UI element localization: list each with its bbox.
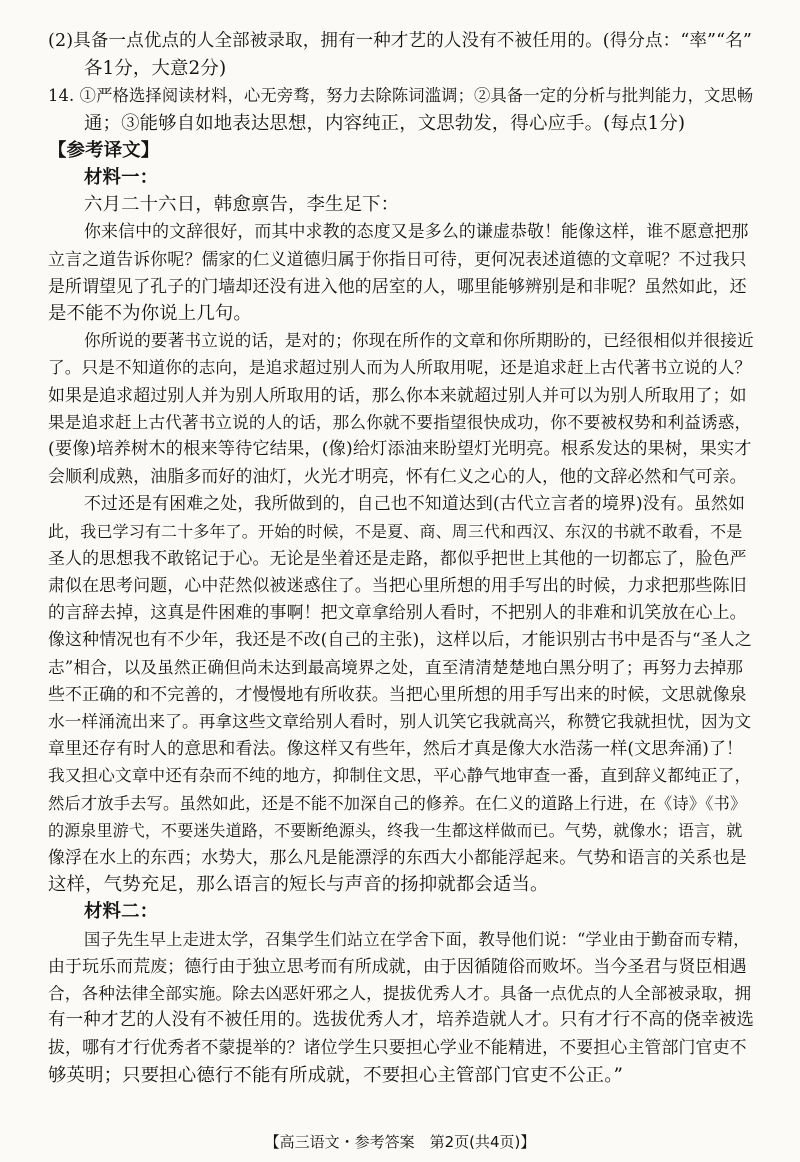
text-line: 是所谓望见了孔子的门墙却还没有进入他的居室的人，哪里能够辨别是和非呢？虽然如此，还 <box>48 275 747 296</box>
text-line: 像浮在水上的东西；水势大，那么凡是能漂浮的东西大小都能浮起来。气势和语言的关系也是 <box>48 847 747 867</box>
text-line: 立言之道告诉你呢？儒家的仁义道德归属于你指日可待，更何况表述道德的文章呢？不过我只 <box>48 248 747 269</box>
text-line: 各1分，大意2分) <box>84 58 227 80</box>
text-line: 水一样涌流出来了。再拿这些文章给别人看时，别人讥笑它我就高兴，称赞它我就担忧，因为文 <box>48 712 752 731</box>
text-line: 圣人的思想我不敢铭记于心。无论是坐着还是走路，都似乎把世上其他的一切都忘了，脸色严 <box>48 547 747 568</box>
text-line: 的言辞去掉，这真是件困难的事啊！把文章拿给别人看时，不把别人的非难和讥笑放在心上。 <box>48 602 747 623</box>
text-line: 会顺利成熟，油脂多而好的油灯，火光才明亮，怀有仁义之心的人，他的文辞必然和气可亲。 <box>48 466 747 487</box>
text-line: 拔，哪有才行优秀者不蒙提举的？诸位学生只要担心学业不能精进，不要担心主管部门官吏不 <box>48 1037 747 1058</box>
text-line: (2)具备一点优点的人全部被录取，拥有一种才艺的人没有不被任用的。(得分点：“率”“名” <box>48 31 752 51</box>
text-line: 像这种情况也有不少年，我还是不改(自己的主张)，这样以后，才能识别古书中是否与“圣人之 <box>48 629 752 650</box>
text-line: 此，我已学习有二十多年了。开始的时候，不是夏、商、周三代和西汉、东汉的书就不敢看，不是 <box>48 521 743 541</box>
text-line: 由于玩乐而荒废；德行由于独立思考而有所成就，由于因循随俗而败坏。当今圣君与贤臣相遇 <box>48 955 747 976</box>
text-line: (要像)培养树木的根来等待它结果，(像)给灯添油来盼望灯光明亮。根系发达的果树，果实才 <box>48 439 752 459</box>
text-line: 章里还存有时人的意思和看法。像这样又有些年，然后才真是像大水浩荡一样(文思奔涌)了！ <box>48 738 744 759</box>
text-line: 14. ①严格选择阅读材料，心无旁骛，努力去除陈词滥调；②具备一定的分析与批判能力，文思畅 <box>48 86 754 106</box>
text-line: 如果是追求超过别人并为别人所取用的话，那么你本来就超过别人并可以为别人所取用了；如 <box>48 384 747 405</box>
text-line: 你所说的要著书立说的话，是对的；你现在所作的文章和你所期盼的，已经很相似并很接近 <box>84 331 754 351</box>
text-line: 了。只是不知道你的志向，是追求超过别人而为人所取用呢，还是追求赶上古代著书立说的人？ <box>48 358 752 378</box>
material-heading: 材料一： <box>84 167 159 188</box>
text-line: 国子先生早上走进太学，召集学生们站立在学舍下面，教导他们说：“学业由于勤奋而专精， <box>84 929 750 949</box>
text-line: 然后才放手去写。虽然如此，还是不能不加深自己的修养。在仁义的道路上行进，在《诗》《书》 <box>48 793 747 813</box>
text-line: 不过还是有困难之处，我所做到的，自己也不知道达到(古代立言者的境界)没有。虽然如 <box>84 493 746 514</box>
text-line: 够英明；只要担心德行不能有所成就，不要担心主管部门官吏不公正。” <box>48 1064 624 1086</box>
text-line: 的源泉里游弋，不要迷失道路，不要断绝源头，终我一生都这样做而已。气势，就像水；语言，就 <box>48 820 743 840</box>
text-line: 些不正确的和不完善的，才慢慢地有所收获。当把心里所想的用手写出来的时候，文思就像泉 <box>48 683 747 704</box>
text-line: 合，各种法律全部实施。除去凶恶奸邪之人，提拔优秀人才。具备一点优点的人全部被录取，拥 <box>48 984 752 1003</box>
text-line: 肃似在思考问题，心中茫然似被迷惑住了。当把心里所想的用手写出的时候，力求把那些陈旧 <box>48 575 747 595</box>
text-line: 通；③能够自如地表达思想，内容纯正，文思勃发，得心应手。(每点1分) <box>84 112 686 134</box>
material-heading: 材料二： <box>84 901 159 923</box>
text-line: 是不能不为你说上几句。 <box>48 303 252 324</box>
text-line: 这样，气势充足，那么语言的短长与声音的扬抑就都会适当。 <box>48 874 549 896</box>
text-line: 志”相合，以及虽然正确但尚未达到最高境界之处，直至清清楚楚地白黑分明了；再努力去掉那 <box>48 657 744 677</box>
section-heading: 【参考译文】 <box>48 139 160 161</box>
text-line: 果是追求赶上古代著书立说的人的话，那么你就不要指望很快成功，你不要被权势和利益诱惑， <box>48 412 752 432</box>
text-line: 六月二十六日，韩愈禀告，李生足下： <box>84 194 400 216</box>
text-line: 我又担心文章中还有杂而不纯的地方，抑制住文思，平心静气地审查一番，直到辞义都纯正了， <box>48 766 752 786</box>
text-line: 有一种才艺的人没有不被任用的。选拔优秀人才，培养造就人才。只有才行不高的侥幸被选 <box>48 1010 754 1031</box>
page-footer: 【高三语文・参考答案 第2页(共4页)】 <box>264 1133 536 1151</box>
text-line: 你来信中的文辞很好，而其中求教的态度又是多么的谦虚恭敬！能像这样，谁不愿意把那 <box>84 221 749 242</box>
